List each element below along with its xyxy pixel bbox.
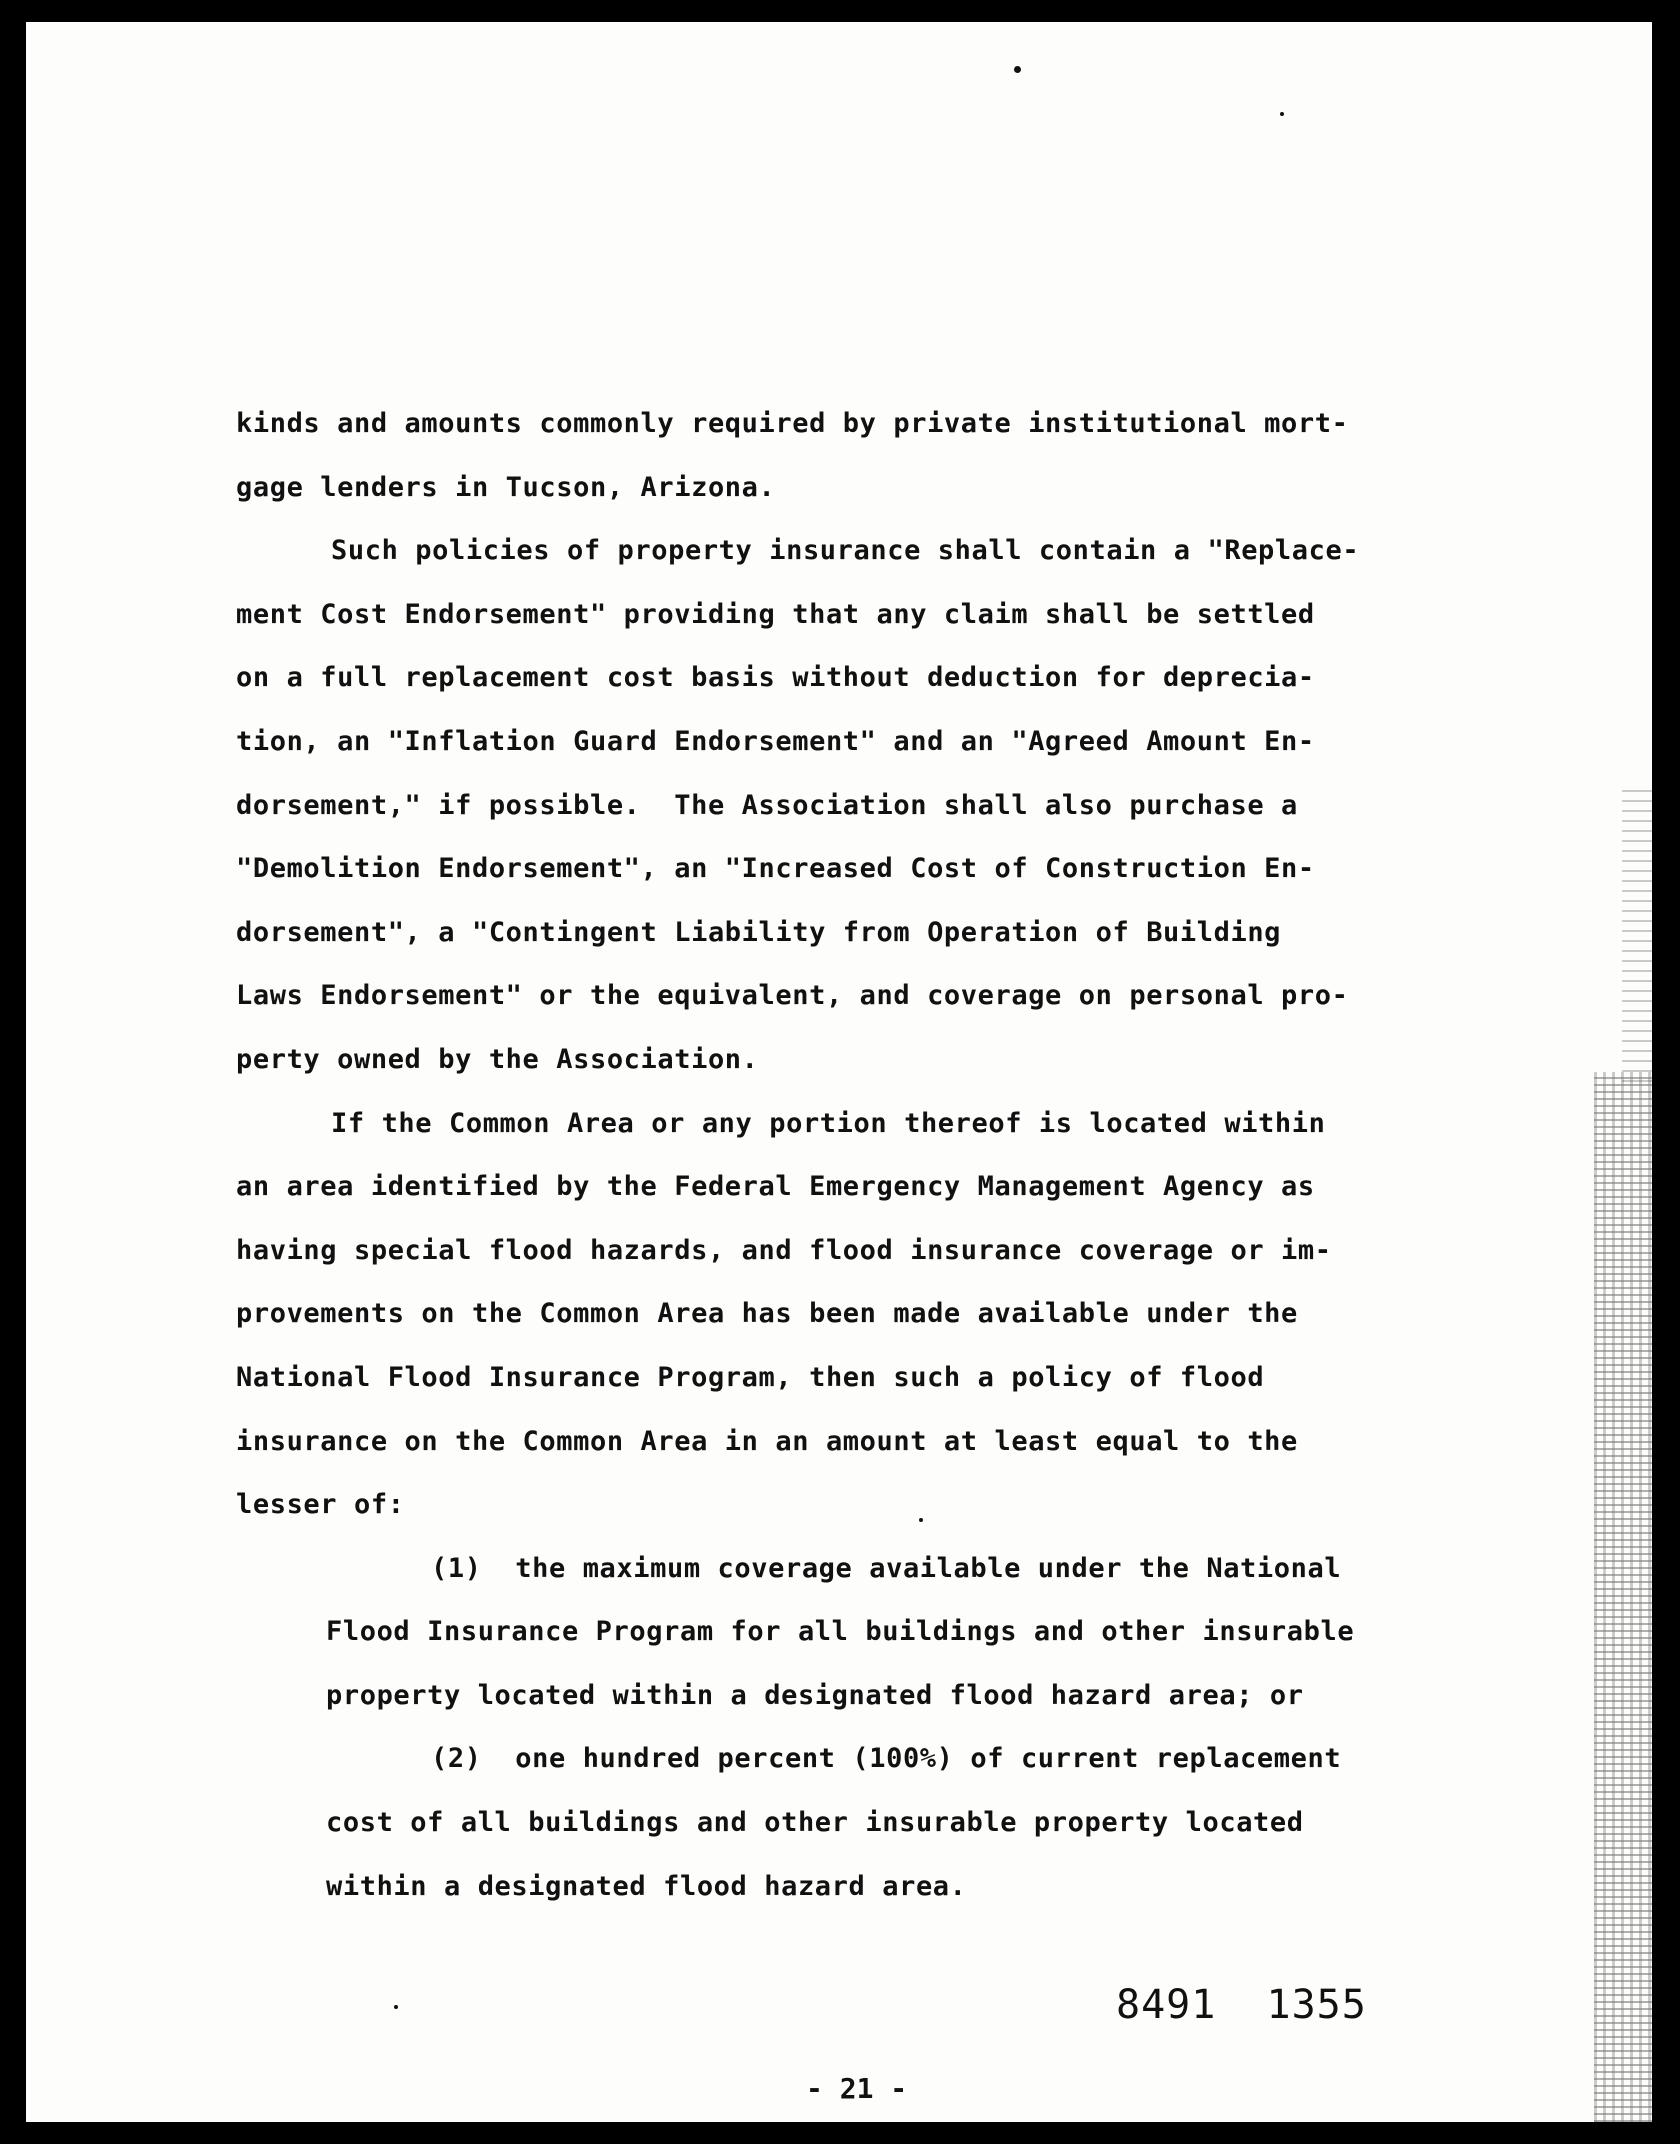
text-line: kinds and amounts commonly required by private institutional mort-: [236, 408, 1349, 439]
text-line: ment Cost Endorsement" providing that any claim shall be settled: [236, 598, 1315, 630]
text-line: Laws Endorsement" or the equivalent, and coverage on personal pro-: [236, 980, 1349, 1012]
text-line: gage lenders in Tucson, Arizona.: [236, 471, 776, 503]
text-line: having special flood hazards, and flood insurance coverage or im-: [236, 1234, 1332, 1266]
list-item-1-line: property located within a designated flood hazard area; or: [326, 1679, 1304, 1711]
list-item-1-line: Flood Insurance Program for all buildings and other insurable: [326, 1616, 1355, 1648]
text-line: Such policies of property insurance shall contain a "Replace-: [331, 535, 1360, 567]
text-line: If the Common Area or any portion thereof is located within: [331, 1107, 1326, 1139]
text-line: dorsement," if possible. The Association shall also purchase a: [236, 789, 1298, 821]
text-line: provements on the Common Area has been made available under the: [236, 1298, 1298, 1330]
list-item-2-line: (2) one hundred percent (100%) of current replacement: [431, 1743, 1342, 1775]
text-line: tion, an "Inflation Guard Endorsement" and an "Agreed Amount En-: [236, 725, 1315, 757]
list-item-2-line: within a designated flood hazard area.: [326, 1870, 967, 1902]
text-line: an area identified by the Federal Emergency Management Agency as: [236, 1171, 1315, 1203]
scan-speck: [1280, 112, 1284, 116]
page-number: - 21 -: [806, 2072, 908, 2105]
scan-speck: [1014, 66, 1021, 73]
text-line: perty owned by the Association.: [236, 1043, 759, 1075]
text-line: lesser of:: [236, 1489, 405, 1521]
scan-noise-upper: [1622, 782, 1652, 1082]
text-line: "Demolition Endorsement", an "Increased Cost of Construction En-: [236, 853, 1315, 885]
scan-speck: [394, 2005, 398, 2009]
text-line: insurance on the Common Area in an amount at least equal to the: [236, 1425, 1298, 1457]
text-line: on a full replacement cost basis without deduction for deprecia-: [236, 662, 1315, 694]
body-text: [236, 392, 1556, 1918]
list-item-2-line: cost of all buildings and other insurable property located: [326, 1807, 1304, 1839]
document-page: [26, 22, 1652, 2122]
text-line: dorsement", a "Contingent Liability from Operation of Building: [236, 916, 1282, 948]
text-line: National Flood Insurance Program, then such a policy of flood: [236, 1361, 1265, 1393]
list-item-1-line: (1) the maximum coverage available under the National: [431, 1552, 1342, 1584]
scan-noise-edge: [1594, 1072, 1652, 2122]
document-number-stamp: 8491 1355: [1116, 1982, 1367, 2028]
